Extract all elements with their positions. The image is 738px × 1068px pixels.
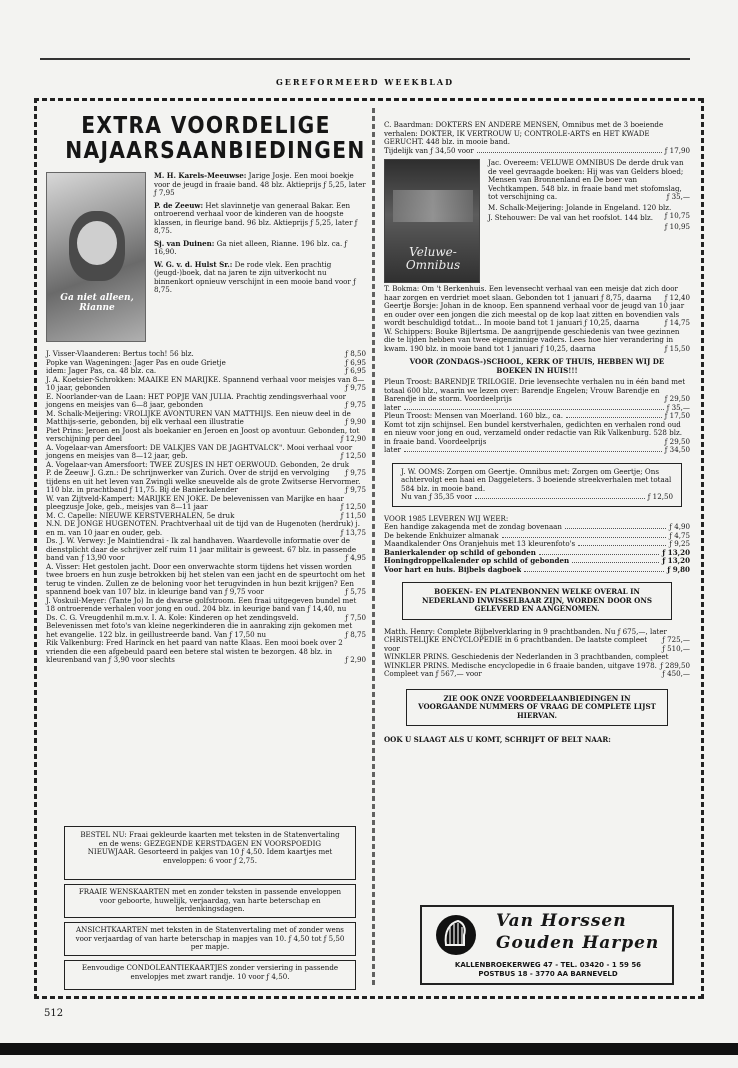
book-entry: J. Visser-Vlaanderen: Bertus toch! 56 blz. ƒ 8,50 [46, 349, 366, 358]
book-entry: Popke van Wageningen: Jager Pas en oude Grietje ƒ 6,95 [46, 357, 366, 367]
zondags-list [384, 378, 690, 455]
book-entry: Pleun Troost: Mensen van Moerland. 160 blz., ca. ƒ 17,50 [384, 411, 690, 420]
landscape-illustration [393, 190, 473, 222]
intro-item: P. de Zeeuw: Het slavinnetje van generaal Bakar. Een ontroerend verhaal voor de kinderen van de hoogste klassen, in fleurige band. 96 blz. Aktieprijs ƒ 5,25, later ƒ 8,75. [154, 200, 358, 235]
cover-title: Ga niet alleen, Rianne [60, 293, 134, 313]
book-entry: W. Schippers: Bouke Bijlertsma. De aangrijpende geschiedenis van twee gezinnen die te lijden hebben van twee eigenzinnige vaders. Lees hoe hier verandering in kwam. 190 blz. in mooie band tot 1 januari ƒ 10,25, daarna ƒ 15,50 [384, 326, 690, 353]
book-entry: Geertje Borsje: Johan in de knoop. Een spannend verhaal voor de jeugd van 10 jaar en ouder over een jongen die zich meestal op de kop laat zitten en bovendien vals wordt beschuldigd totdat... In mooie band tot 1 januari ƒ 10,25, daarna ƒ 14,75 [384, 301, 690, 327]
book-entry: E. Noorlander-van de Laan: HET POPJE VAN JULIA. Prachtig zendingsverhaal voor jongens en meisjes van 6—8 jaar, gebonden ƒ 9,75 [46, 391, 366, 409]
shop-address-line2: POSTBUS 18 - 3770 AA BARNEVELD [478, 970, 618, 978]
book-entry: J. Voskuil-Meyer: (Tante Jo) In de dwarse golfstroom. Een fraai uitgegeven bundel met 18 ontroerende verhalen voor jong en oud. 204 blz. in keurige band van ƒ 14,40, nu ƒ 7,50 [46, 595, 366, 622]
headline-line2: NAJAARSAANBIEDINGEN [65, 138, 366, 164]
shop-name-line2: Gouden Harpen [496, 933, 660, 953]
book-entry: Jac. Overeem: VELUWE OMNIBUS De derde druk van de veel gevraagde boeken: Hij was van Gelders bloed; Mensen van Bronnenland en De boer van Vechtkampen. 548 blz. in fraaie band met stofomslag, tot verschijning ca. ƒ 35,— [488, 158, 690, 201]
frame-bottom [34, 996, 704, 999]
shop-address-line1: KALLENBROEKERWEG 47 - TEL. 03420 - 1 59 56 [454, 961, 642, 969]
shop-name-line1: Van Horssen [496, 911, 627, 931]
list-item: CHRISTELIJKE ENCYCLOPEDIE in 6 prachtbanden. De laatste compleet voor ƒ 510,— [384, 635, 690, 653]
book-entry: Ds. J. W. Verwey: Je Maintiendrai - Ik zal handhaven. Waardevolle informatie over de dienstplicht daar de schrijver zelf ruim 11 jaar militair is geweest. 67 blz. in passende band van ƒ 13,90 voor ƒ 4,95 [46, 536, 366, 562]
shop-box [420, 905, 674, 985]
slagen-text: OOK U SLAAGT ALS U KOMT, SCHRIJFT OF BELT NAAR: [384, 735, 611, 744]
list-item: Een handige zakagenda met de zondag bovenaan ƒ 4,90 [384, 522, 690, 531]
book-entry: Rik Valkenburg: Fred Harinck en het paard van natte Klaas. Een mooi boek over 2 vrienden die een afgebeuld paard een betere stal wisten te bezorgen. 48 blz. in kleurenband van ƒ 3,90 voor slechts ƒ 2,90 [46, 638, 366, 664]
book-entry: later ƒ 34,50 [384, 445, 690, 454]
book-entry: later ƒ 35,— [384, 402, 690, 412]
list-item: Matth. Henry: Complete Bijbelverklaring in 9 prachtbanden. Nu ƒ 675,—, later ƒ 725,— [384, 626, 690, 644]
headline-line1: EXTRA VOORDELIGE [81, 113, 331, 139]
zie-ook-box: ZIE OOK ONZE VOORDEELAANBIEDINGEN IN VOORGAANDE NUMMERS OF VRAAG DE COMPLETE LIJST HIERVAN. [406, 689, 668, 727]
book-entry: A. Vogelaar-van Amersfoort: DE VALKJES VAN DE JAGHTVALCK". Mooi verhaal voor jongens en meisjes van 8—12 jaar, geb. ƒ 12,50 [46, 442, 366, 460]
book-entry: M. Schalk-Meijering: Jolande in Engeland. 120 blz. ƒ 10,75 [488, 202, 690, 220]
book-entry: N.N. DE JONGE HUGENOTEN. Prachtverhaal uit de tijd van de Hugenoten (herdruk) j. en m. van 10 jaar en ouder, geb. ƒ 13,75 [46, 519, 366, 537]
book-entry: A. Visser: Het gestolen jacht. Door een onverwachte storm tijdens het vissen worden twee broers en hun zusje betrokken bij het stelen van een jacht en de speurtocht om het terug te vinden. Zullen ze de beloning voor het terugvinden in hun bezit krijgen? Een spannend boek van 107 blz. in kleurige band van ƒ 9,75 voor ƒ 5,75 [46, 561, 366, 596]
book-entry: P. de Zeeuw J. G.zn.: De schrijnwerker van Zurich. Over de strijd en vervolging tijdens en uit het leven van Zwingli welke sneuvelde als de grote Zwitserse Hervormer. 110 blz. in prachtband ƒ 11,75. Bij de Banierkalender ƒ 9,75 [46, 468, 366, 494]
condoleantie-box: Eenvoudige CONDOLEANTIEKAARTJES zonder versiering in passende envelopjes met zwart randje. 10 voor ƒ 4,50. [64, 960, 356, 990]
cover-title: Veluwe- Omnibus [405, 245, 461, 272]
left-column [46, 114, 366, 665]
list-item: WINKLER PRINS. Geschiedenis der Nederlanden in 3 prachtbanden, compleet ƒ 289,50 [384, 652, 690, 670]
left-book-list [46, 350, 366, 665]
intro-item: Sj. van Duinen: Ga niet alleen, Rianne. 196 blz. ca. ƒ 16,90. [154, 238, 348, 256]
book-entry: J. Stehouwer: De val van het roofslot. 144 blz. ƒ 10,95 [488, 213, 690, 231]
bonnen-box: BOEKEN- EN PLATENBONNEN WELKE OVERAL IN NEDERLAND INWISSELBAAR ZIJN, WORDEN DOOR ONS GELEVERD EN AANGENOMEN. [402, 582, 672, 620]
voor1985-heading: VOOR 1985 LEVEREN WIJ WEER: [384, 513, 509, 523]
list-item: Maandkalender Ons Oranjehuis met 13 kleurenfoto's ƒ 9,25 [384, 539, 690, 548]
book-entry: M. Schalk-Meijering: VROLIJKE AVONTUREN VAN MATTHIJS. Een nieuw deel in de Matthijs-serie, gebonden, bij elk verhaal een illustratie ƒ 9,90 [46, 408, 366, 426]
book-entry: Ds. C. G. Vreugdenhil m.m.v. I. A. Kole: Kinderen op het zendingsveld. Belevenissen met foto's van kleine negerkinderen die in aanraking zijn gekomen met het evangelie. 122 blz. in geillustreerde band. Van ƒ 17,50 nu ƒ 8,75 [46, 612, 366, 639]
intro-item: M. H. Karels-Meeuwse: Jarige Josje. Een mooi boekje voor de jeugd in fraaie band. 48 blz. Aktieprijs ƒ 5,25, later ƒ 7,95 [154, 171, 366, 197]
headline [65, 113, 366, 164]
page-number: 512 [44, 1008, 64, 1019]
book-entry: W. van Zijtveld-Kampert: MARIJKE EN JOKE. De belevenissen van Marijke en haar pleegzusje Joke, geb., meisjes van 8—11 jaar ƒ 12,50 [46, 493, 366, 511]
book-cover-rianne [46, 172, 146, 342]
book-entry: J. A. Koetsier-Schrokken: MAAIKE EN MARIJKE. Spannend verhaal voor meisjes van 8—10 jaar, gebonden ƒ 9,75 [46, 374, 366, 392]
list-item: De bekende Enkhuizer almanak ƒ 4,75 [384, 530, 690, 540]
ansichtkaarten-box: ANSICHTKAARTEN met teksten in de Statenvertaling met of zonder wens voor verjaardag of van harte beterschap in mapjes van 10. ƒ 4,50 tot ƒ 5,50 per mapje. [64, 922, 356, 956]
frame-right [701, 98, 704, 999]
right-book-list [384, 285, 690, 353]
baardman-price-row: Tijdelijk van ƒ 34,50 voor ƒ 17,90 [384, 145, 690, 155]
henry-list [384, 628, 690, 679]
harp-logo-icon [434, 913, 478, 957]
column-divider [372, 108, 375, 988]
book-entry: Piet Prins: Jeroen en Joost als boekanier en Jeroen en Joost op avontuur. Gebonden, tot verschijning per deel ƒ 12,90 [46, 425, 366, 443]
intro-items [146, 172, 366, 342]
book-entry: T. Bokma: Om 't Berkenhuis. Een levensecht verhaal van een meisje dat zich door haar zorgen en verdriet moet slaan. Gebonden tot 1 januari ƒ 8,75, daarna ƒ 12,40 [384, 284, 690, 302]
page-header: GEREFORMEERD WEEKBLAD [275, 77, 455, 87]
baardman-entry: C. Baardman: DOKTERS EN ANDERE MENSEN, Omnibus met de 3 boeiende verhalen: DOKTER, IK VERTROUW U; CONTROLE-ARTS en HET KWADE GERUCHT. 448 blz. in mooie band. [384, 120, 664, 146]
book-entry: M. C. Capelle: NIEUWE KERSTVERHALEN, 5e druk ƒ 11,50 [46, 510, 366, 520]
ooms-box: J. W. OOMS: Zorgen om Geertje. Omnibus met: Zorgen om Geertje; Ons achtervolgt een haai en Daggeleters. 3 boeiende streekverhalen met totaal 584 blz. in mooie band. Nu van ƒ 35,35 voor ƒ 12,50 [392, 463, 682, 507]
book-entry: Pleun Troost: BARENDJE TRILOGIE. Drie levensechte verhalen nu in één band met totaal 600 blz., waarin we lezen over: Barendje Engelen; Vrouw Barendje en Barendje in de storm. Voordeelprijs ƒ 29,50 [384, 377, 690, 403]
voor1985-list [384, 523, 690, 574]
face-illustration [77, 221, 117, 265]
intro-block [46, 172, 366, 342]
wenskaarten-box: FRAAIE WENSKAARTEN met en zonder teksten in passende enveloppen voor geboorte, huwelijk, verjaardag, van harte beterschap en herdenkingsdagen. [64, 884, 356, 918]
zondags-heading: VOOR (ZONDAGS-)SCHOOL, KERK OF THUIS, HEBBEN WIJ DE BOEKEN IN HUIS!!! [409, 357, 665, 375]
frame-top [34, 98, 704, 101]
shop-address [426, 961, 670, 979]
book-entry: idem: Jager Pas, ca. 48 blz. ca. ƒ 6,95 [46, 366, 366, 375]
book-cover-veluwe [384, 159, 480, 283]
book-entry: Komt tot zijn schijnsel. Een bundel kerstverhalen, gedichten en verhalen rond oud en nieuw voor jong en oud, verzameld onder redactie van Rik Valkenburg. 528 blz. in fraaie band. Voordeelprijs ƒ 29,50 [384, 419, 690, 446]
right-column [384, 121, 690, 745]
book-entry: A. Vogelaar-van Amersfoort: TWEE ZUSJES IN HET OERWOUD. Gebonden, 2e druk ƒ 9,75 [46, 459, 366, 477]
veluwe-items [480, 159, 690, 283]
list-item: Voor hart en huis. Bijbels dagboek ƒ 9,80 [384, 564, 690, 574]
intro-item: W. G. v. d. Hulst Sr.: De rode vlek. Een prachtig (jeugd-)boek, dat na jaren te zijn uitverkocht nu binnenkort opnieuw verschijnt in een mooie band voor ƒ 8,75. [154, 259, 356, 294]
list-item: Banierkalender op schild of gebonden ƒ 13,20 [384, 547, 690, 557]
bottom-bar [0, 1043, 738, 1055]
top-rule [40, 58, 690, 60]
bestel-box: BESTEL NU: Fraai gekleurde kaarten met teksten in de Statenvertaling en de wens: GEZEGENDE KERSTDAGEN EN VOORSPOEDIG NIEUWJAAR. Gesorteerd in pakjes van 10 ƒ 4,50. Idem kaartjes met enveloppen: 6 voor ƒ 2,75. [64, 826, 356, 880]
frame-left [34, 98, 37, 999]
list-item: WINKLER PRINS. Medische encyclopedie in 6 fraaie banden, uitgave 1978. Compleet van ƒ 567,— voor ƒ 450,— [384, 660, 690, 678]
list-item: Honingdroppelkalender op schild of gebonden ƒ 13,20 [384, 556, 690, 565]
veluwe-block [384, 159, 690, 283]
